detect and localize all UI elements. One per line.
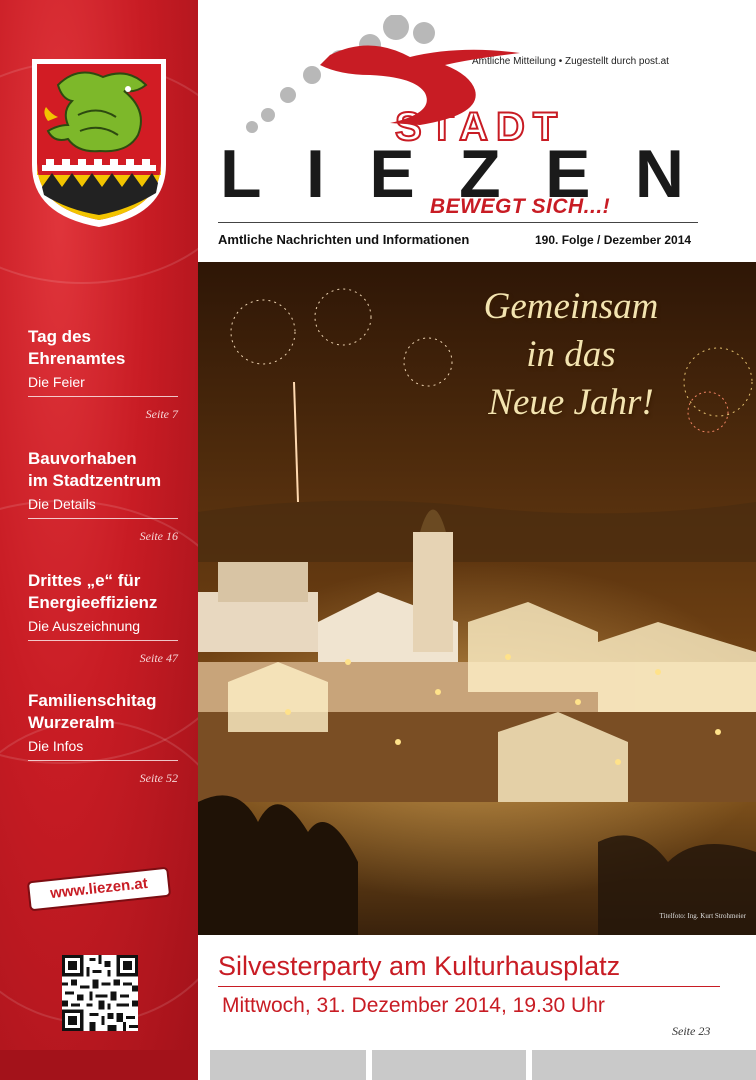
tab-segment [210,1050,366,1080]
toc-page: Seite 52 [139,771,178,785]
slogan: BEWEGT SICH...! [430,195,611,218]
event-page: Seite 23 [672,1024,711,1038]
bottom-tab-strip [0,1050,756,1080]
toc-title: Bauvorhaben im Stadtzentrum [28,449,162,490]
toc-subtitle: Die Feier [28,374,85,390]
toc-subtitle: Die Infos [28,738,84,754]
issue-info: 190. Folge / Dezember 2014 [535,233,692,247]
toc-item[interactable] [28,326,178,422]
subtitle: Amtliche Nachrichten und Informationen [218,232,470,247]
toc-title: Drittes „e“ für Energieeffizienz [28,571,158,612]
toc-item[interactable] [28,570,178,666]
toc-item[interactable] [28,448,178,544]
toc-page: Seite 16 [139,529,178,543]
toc-page: Seite 47 [139,651,178,665]
divider [28,640,178,641]
qr-code-icon[interactable] [62,955,138,1031]
event-date: Mittwoch, 31. Dezember 2014, 19.30 Uhr [222,994,605,1017]
divider [28,396,178,397]
tab-segment [372,1050,526,1080]
stadt-liezen-logo [220,15,700,205]
divider [218,986,720,987]
tab-segment [532,1050,756,1080]
toc-title: Tag des Ehrenamtes [28,327,126,368]
divider [28,518,178,519]
tab-segment [0,1050,198,1080]
toc-subtitle: Die Details [28,496,96,512]
toc-page: Seite 7 [145,407,178,421]
divider [218,222,698,223]
toc-subtitle: Die Auszeichnung [28,618,141,634]
toc-title: Familienschitag Wurzeralm [28,691,157,732]
toc-item[interactable] [28,690,178,786]
logo-top-text: STADT [395,105,566,149]
divider [28,760,178,761]
logo-main-text: LIEZEN [220,136,698,205]
website-link[interactable]: www.liezen.at [29,869,169,909]
photo-credit: Titelfoto: Ing. Kurt Strohmeier [659,912,746,920]
dragon-crest-icon [28,55,170,230]
event-title: Silvesterparty am Kulturhausplatz [218,951,621,981]
cover-headline: Gemeinsam in das Neue Jahr! [483,286,659,423]
meta-info: Amtliche Mitteilung • Zugestellt durch post.at [472,56,669,67]
